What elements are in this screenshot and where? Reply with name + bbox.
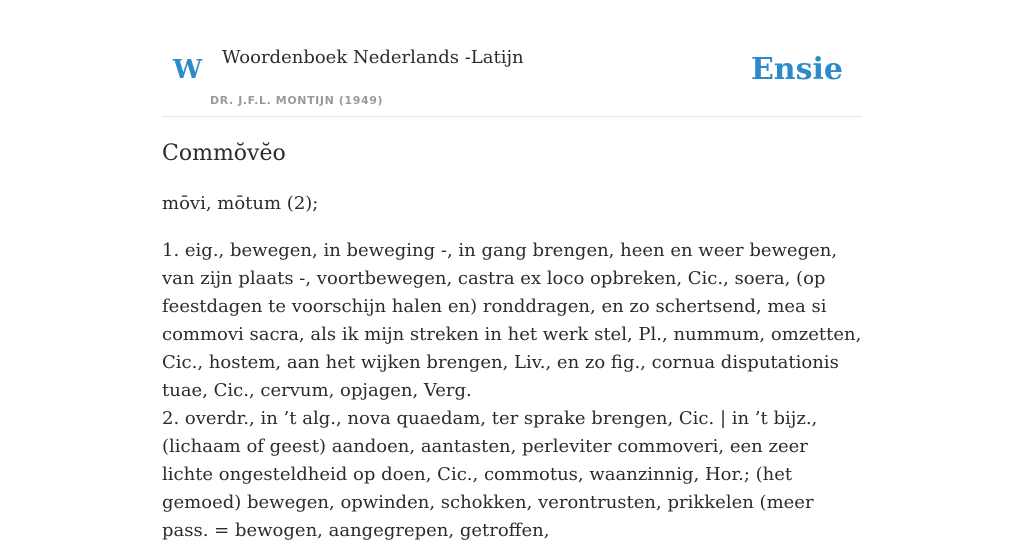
dictionary-entry [162, 136, 862, 545]
entry-headword: Commŏvĕo [162, 141, 286, 166]
dictionary-author: DR. J.F.L. MONTIJN (1949) [210, 94, 384, 107]
entry-sense-1: 1. eig., bewegen, in beweging -, in gang brengen, heen en weer bewegen, van zijn plaats -, voortbewegen, castra ex loco opbreken, Cic., soera, (op feestdagen te voorschijn halen en) ronddragen, en zo schertsend, mea si commovi sacra, als ik mijn streken in het werk stel, Pl., nummum, omzetten, Cic., hostem, aan het wijken brengen, Liv., en zo fig., cornua disputationis tuae, Cic., cervum, opjagen, Verg. [162, 240, 862, 401]
ensie-brand-link[interactable]: Ensie [750, 52, 843, 87]
entry-senses [162, 237, 862, 545]
dictionary-title[interactable]: Woordenboek Nederlands -Latijn [222, 47, 524, 68]
entry-sense-2: 2. overdr., in ’t alg., nova quaedam, ter sprake brengen, Cic. | in ’t bijz., (lichaam of geest) aandoen, aantasten, perleviter commoveri, een zeer lichte ongesteldheid op doen, Cic., commotus, waanzinnig, Hor.; (het gemoed) bewegen, opwinden, schokken, verontrusten, prikkelen (meer pass. = bewogen, aangegrepen, getroffen, [162, 408, 818, 541]
dictionary-logo[interactable]: W [173, 55, 203, 85]
dictionary-header [162, 0, 862, 117]
entry-forms: mōvi, mōtum (2); [162, 193, 319, 214]
